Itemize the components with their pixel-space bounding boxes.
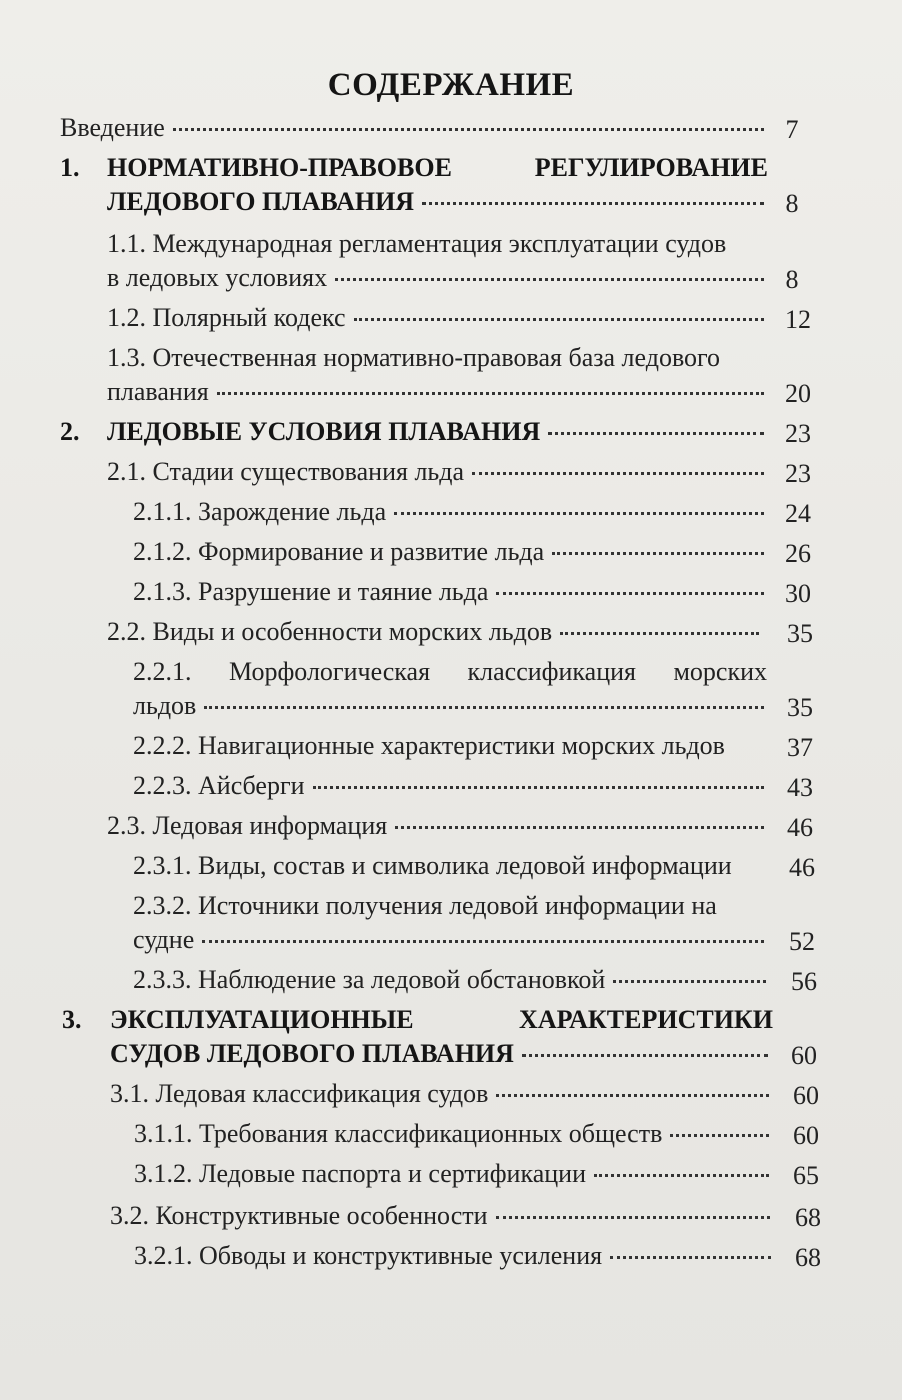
toc-page-number: 7: [785, 115, 799, 144]
toc-entry-label: льдов: [133, 691, 197, 720]
toc-entry-label: 2.1. Стадии существования льда: [107, 457, 465, 486]
toc-entry-label: 2.2. Виды и особенности морских льдов: [107, 617, 553, 646]
toc-entry-2-1-3: [133, 574, 770, 610]
toc-page-number: 8: [785, 189, 799, 218]
toc-entry-label: 2.2.3. Айсберги: [133, 771, 305, 800]
dot-leader: [204, 705, 764, 709]
toc-entry-3-1-2: [134, 1156, 775, 1192]
toc-entry-2-2-1-line1: [133, 654, 767, 690]
toc-entry-1-3-line2: [107, 374, 770, 410]
toc-chapter-3-line2: [110, 1036, 774, 1072]
toc-entry-label: ЛЕДОВОГО ПЛАВАНИЯ: [107, 187, 415, 216]
toc-entry-word: Морфологическая: [228, 657, 431, 686]
toc-chapter-number: 1.: [60, 153, 80, 182]
toc-entry-2-1-1: [133, 494, 770, 530]
toc-entry-label: 3.1.2. Ледовые паспорта и сертификации: [134, 1159, 586, 1188]
dot-leader: [217, 391, 764, 395]
toc-entry-word: классификация: [467, 657, 636, 686]
dot-leader: [422, 201, 764, 205]
toc-entry-label: 3.1.1. Требования классификационных обществ: [134, 1119, 663, 1148]
toc-entry-2-1: [107, 454, 770, 490]
dot-leader: [496, 1215, 770, 1219]
toc-page-number: 65: [793, 1161, 819, 1190]
dot-leader: [472, 471, 764, 475]
toc-page-number: 35: [787, 693, 813, 722]
toc-entry-label: 2.1.3. Разрушение и таяние льда: [133, 577, 489, 606]
toc-entry-2-2-1-line2: [133, 688, 770, 724]
toc-entry-label: 2.3.3. Наблюдение за ледовой обстановкой: [133, 965, 606, 994]
toc-entry-label: 3.1. Ледовая классификация судов: [110, 1079, 489, 1108]
toc-chapter-1-line1: [107, 150, 768, 186]
toc-entry-3-1: [110, 1076, 775, 1112]
toc-entry-label: ЛЕДОВЫЕ УСЛОВИЯ ПЛАВАНИЯ: [107, 417, 541, 446]
toc-entry-label: 2.1.2. Формирование и развитие льда: [133, 537, 545, 566]
toc-page-number: 60: [793, 1081, 819, 1110]
toc-page-number: 37: [787, 733, 813, 762]
toc-page-number: 56: [791, 967, 817, 996]
toc-entry-3-2: [110, 1198, 776, 1234]
toc-chapter-word: ХАРАКТЕРИСТИКИ: [519, 1005, 773, 1034]
dot-leader: [560, 631, 759, 635]
toc-entry-3-2-1: [134, 1238, 777, 1274]
toc-entry-2-3-1: 2.3.1. Виды, состав и символика ледовой информации: [133, 851, 732, 880]
dot-leader: [496, 1093, 769, 1097]
dot-leader: [394, 511, 764, 515]
toc-page-number: 43: [787, 773, 813, 802]
toc-entry-1-3-line1: 1.3. Отечественная нормативно-правовая база ледового: [107, 343, 721, 372]
toc-page-number: 35: [787, 619, 813, 648]
toc-entry-2-3-3: [133, 962, 772, 998]
toc-page-number: 60: [791, 1041, 817, 1070]
toc-page-number: 46: [789, 853, 815, 882]
toc-entry-intro: [60, 110, 770, 146]
dot-leader: [173, 127, 764, 131]
toc-chapter-word: РЕГУЛИРОВАНИЕ: [534, 153, 768, 182]
toc-page-number: 68: [795, 1243, 821, 1272]
toc-entry-2-2-2: 2.2.2. Навигационные характеристики морских льдов: [133, 731, 725, 760]
toc-chapter-1-line2: [107, 184, 770, 220]
toc-page-number: 23: [785, 419, 811, 448]
toc-entry-label: плавания: [107, 377, 209, 406]
toc-entry-label: 2.1.1. Зарождение льда: [133, 497, 387, 526]
toc-entry-label: 2.3. Ледовая информация: [107, 811, 388, 840]
toc-page-number: 30: [785, 579, 811, 608]
toc-page-number: 26: [785, 539, 811, 568]
toc-entry-label: 1.2. Полярный кодекс: [107, 303, 346, 332]
toc-entry-label: 3.2.1. Обводы и конструктивные усиления: [134, 1241, 603, 1270]
toc-entry-2-2-3: [133, 768, 770, 804]
dot-leader: [395, 825, 764, 829]
dot-leader: [552, 551, 764, 555]
toc-entry-1-1-line2: [107, 260, 770, 296]
toc-page-number: 46: [787, 813, 813, 842]
dot-leader: [548, 431, 764, 435]
toc-chapter-number: 2.: [60, 417, 80, 446]
toc-entry-2-1-2: [133, 534, 770, 570]
dot-leader: [522, 1053, 768, 1057]
toc-entry-2-3-2-line2: [133, 922, 770, 958]
toc-chapter-word: ЭКСПЛУАТАЦИОННЫЕ: [110, 1005, 414, 1034]
toc-entry-label: в ледовых условиях: [107, 263, 328, 292]
toc-entry-label: 3.2. Конструктивные особенности: [110, 1201, 488, 1230]
toc-entry-2-3-2-line1: 2.3.2. Источники получения ледовой информации на: [133, 891, 717, 920]
toc-page-number: 52: [789, 927, 815, 956]
toc-entry-label: судне: [133, 925, 195, 954]
toc-page-number: 68: [795, 1203, 821, 1232]
toc-chapter-3-line1: [110, 1002, 773, 1038]
toc-entry-label: Введение: [60, 113, 165, 142]
toc-page-number: 23: [785, 459, 811, 488]
toc-page-number: 20: [785, 379, 811, 408]
dot-leader: [354, 317, 764, 321]
toc-entry-label: СУДОВ ЛЕДОВОГО ПЛАВАНИЯ: [110, 1039, 514, 1068]
toc-chapter-number: 3.: [62, 1005, 82, 1034]
dot-leader: [202, 939, 764, 943]
toc-chapter-2: [107, 414, 770, 450]
page-title: СОДЕРЖАНИЕ: [327, 67, 575, 103]
toc-page-number: 24: [785, 499, 811, 528]
toc-entry-1-2: [107, 300, 770, 336]
toc-entry-word: 2.2.1.: [133, 657, 192, 686]
dot-leader: [496, 591, 764, 595]
dot-leader: [610, 1255, 771, 1259]
toc-chapter-word: НОРМАТИВНО-ПРАВОВОЕ: [107, 153, 452, 182]
dot-leader: [335, 277, 764, 281]
dot-leader: [594, 1173, 769, 1177]
dot-leader: [670, 1133, 769, 1137]
toc-page-number: 12: [785, 305, 811, 334]
toc-entry-2-3: [107, 808, 770, 844]
toc-page-number: 8: [785, 265, 799, 294]
toc-entry-2-2: [107, 614, 765, 650]
toc-entry-1-1-line1: 1.1. Международная регламентация эксплуатации судов: [107, 229, 727, 258]
toc-entry-3-1-1: [134, 1116, 775, 1152]
dot-leader: [313, 785, 764, 789]
toc-page-number: 60: [793, 1121, 819, 1150]
dot-leader: [613, 979, 766, 983]
toc-entry-word: морских: [673, 657, 767, 686]
